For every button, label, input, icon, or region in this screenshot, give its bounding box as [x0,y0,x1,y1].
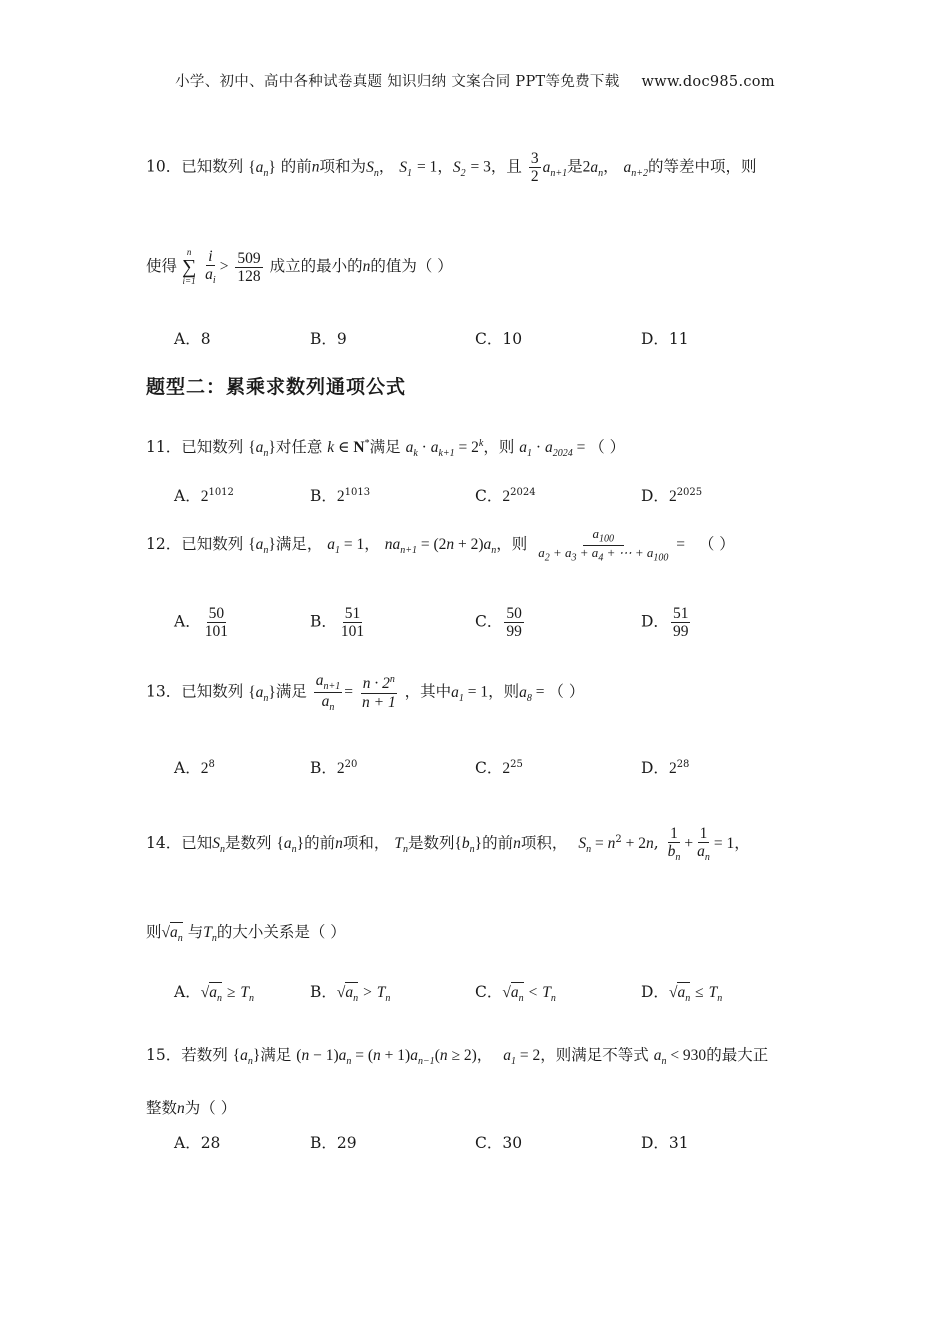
q11-option-c[interactable]: C．$2^{2024}$ [475,486,536,505]
section-title: 题型二：累乘求数列通项公式 [146,376,407,398]
q13-option-c[interactable]: C．$2^{25}$ [475,758,523,777]
q11-option-d[interactable]: D．$2^{2025}$ [641,486,703,505]
q15-option-a[interactable]: A．28 [174,1134,221,1152]
q13-option-a[interactable]: A．$2^8$ [174,758,215,777]
q15-option-c[interactable]: C．30 [475,1134,523,1152]
q12-option-a[interactable]: A． $\frac{50}{101}$ [174,605,228,641]
q11-option-a[interactable]: A．$2^{1012}$ [174,486,234,505]
question-15: 15．若数列 $\{a_n\}$满足 $(n - 1)a_n = (n + 1)a_{n-1}(n \ge 2)$， $a_1 = 2$，则满足不等式 $a_n < 930$的最大正 [146,1046,769,1068]
question-14: 14．已知$S_n$是数列 $\{a_n\}$的前n项和， $T_n$是数列$\{b_n\}$的前n项积， $S_n = n^2 + 2n$, $\frac{1}{b_n}$ + $\frac{1}{a_n}$ = 1， [146,825,750,864]
question-13: 13．已知数列 $\{a_n\}$满足 $\frac{a_{n+1}}{a_n}$ = $\frac{n \cdot 2^n}{n + 1}$ ，其中$a_1 = 1$，则$a_8$ = （ ） [146,672,585,714]
header-text: 小学、初中、高中各种试卷真题 知识归纳 文案合同 PPT等免费下载 [175,74,620,90]
question-10-line2: 使得 n ∑ i=1 $\frac{i}{a_i}$ > $\frac{509}{128}$ 成立的最小的n的值为（ ） [146,247,453,287]
question-11: 11．已知数列 $\{a_n\}$对任意 k ∈ N*满足 $a_k \cdot a_{k+1} = 2^k$，则 $a_1 \cdot a_{2024}$ = （ ） [146,437,626,460]
q15-option-b[interactable]: B．29 [310,1134,357,1152]
header-url: www.doc985.com [641,74,775,90]
q14-option-b[interactable]: B．$√a_n > T_n$ [310,983,391,1005]
q13-option-d[interactable]: D．$2^{28}$ [641,758,690,777]
q12-option-c[interactable]: C． $\frac{50}{99}$ [475,605,522,641]
q10-option-b[interactable]: B．9 [310,330,347,348]
q12-option-d[interactable]: D． $\frac{51}{99}$ [641,605,689,641]
q12-option-b[interactable]: B． $\frac{51}{101}$ [310,605,365,641]
q13-option-b[interactable]: B．$2^{20}$ [310,758,358,777]
question-15-line2: 整数n为（ ） [146,1099,237,1117]
q14-option-a[interactable]: A．$√a_n \ge T_n$ [174,983,254,1005]
q11-option-b[interactable]: B．$2^{1013}$ [310,486,371,505]
q10-option-a[interactable]: A．8 [174,330,211,348]
question-10: 10．已知数列 $\{a_n\}$ 的前n项和为$S_n$， $S_1 = 1$，$S_2 = 3$，且 $\frac{3}{2}$ $a_{n+1}$是$2a_n$， $a_{n+2}$的等差中项，则 [146,150,757,186]
page-header [0,70,950,91]
question-12: 12．已知数列 $\{a_n\}$满足， $a_1 = 1$， $na_{n+1} = (2n + 2)a_n$，则 $\frac{a_{100}}{a_2 + a_3 + a_4 + \cdots + a_{100}}$ = （ ） [146,526,735,564]
q15-option-d[interactable]: D．31 [641,1134,689,1152]
q10-option-d[interactable]: D．11 [641,330,689,348]
q14-option-c[interactable]: C．$√a_n < T_n$ [475,983,556,1005]
q10-option-c[interactable]: C．10 [475,330,523,348]
question-14-line2: 则$√a_n$ 与$T_n$的大小关系是（ ） [146,923,346,945]
q14-option-d[interactable]: D．$√a_n \le T_n$ [641,983,723,1005]
